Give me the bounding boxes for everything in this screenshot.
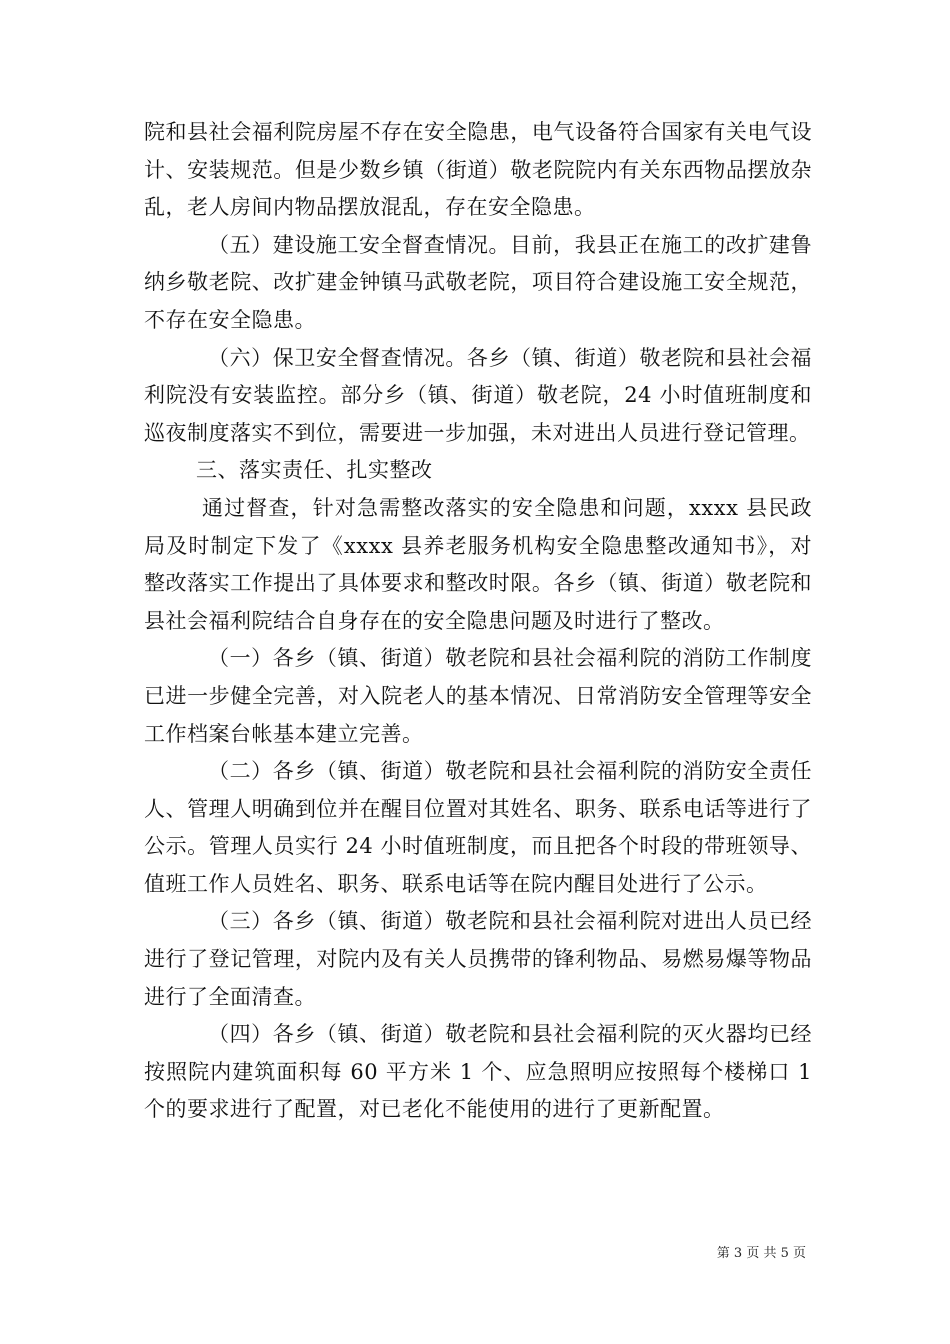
paragraph-security-inspection: （六）保卫安全督查情况。各乡（镇、街道）敬老院和县社会福利院没有安装监控。部分乡（镇、街道）敬老院，24 小时值班制度和巡夜制度落实不到位，需要进一步加强，未对进出人员进行登记管理。: [144, 345, 812, 445]
paragraph-construction-inspection: （五）建设施工安全督查情况。目前，我县正在施工的改扩建鲁纳乡敬老院、改扩建金钟镇马武敬老院，项目符合建设施工安全规范，不存在安全隐患。: [144, 232, 812, 332]
paragraph-fire-extinguishers: （四）各乡（镇、街道）敬老院和县社会福利院的灭火器均已经按照院内建筑面积每 60 平方米 1 个、应急照明应按照每个楼梯口 1 个的要求进行了配置，对已老化不能使用的进行了更新配置。: [144, 1022, 812, 1122]
section-heading-rectification: 三、落实责任、扎实整改: [196, 458, 433, 483]
paragraph-safety-hazards-continued: 院和县社会福利院房屋不存在安全隐患，电气设备符合国家有关电气设计、安装规范。但是少数乡镇（街道）敬老院院内有关东西物品摆放杂乱，老人房间内物品摆放混乱，存在安全隐患。: [144, 120, 812, 220]
paragraph-visitor-registration: （三）各乡（镇、街道）敬老院和县社会福利院对进出人员已经进行了登记管理，对院内及有关人员携带的锋利物品、易燃易爆等物品进行了全面清查。: [144, 909, 812, 1009]
page-number-footer: 第 3 页 共 5 页: [716, 1246, 806, 1261]
paragraph-rectification-notice: 通过督查，针对急需整改落实的安全隐患和问题，xxxx 县民政局及时制定下发了《xxxx 县养老服务机构安全隐患整改通知书》，对整改落实工作提出了具体要求和整改时限。各乡（镇、街道）敬老院和县社会福利院结合自身存在的安全隐患问题及时进行了整改。: [144, 495, 812, 633]
paragraph-responsible-persons: （二）各乡（镇、街道）敬老院和县社会福利院的消防安全责任人、管理人明确到位并在醒目位置对其姓名、职务、联系电话等进行了公示。管理人员实行 24 小时值班制度，而且把各个时段的带班领导、值班工作人员姓名、职务、联系电话等在院内醒目处进行了公示。: [144, 759, 812, 896]
document-body: [144, 114, 812, 1129]
paragraph-fire-system: （一）各乡（镇、街道）敬老院和县社会福利院的消防工作制度已进一步健全完善，对入院老人的基本情况、日常消防安全管理等安全工作档案台帐基本建立完善。: [144, 646, 812, 746]
